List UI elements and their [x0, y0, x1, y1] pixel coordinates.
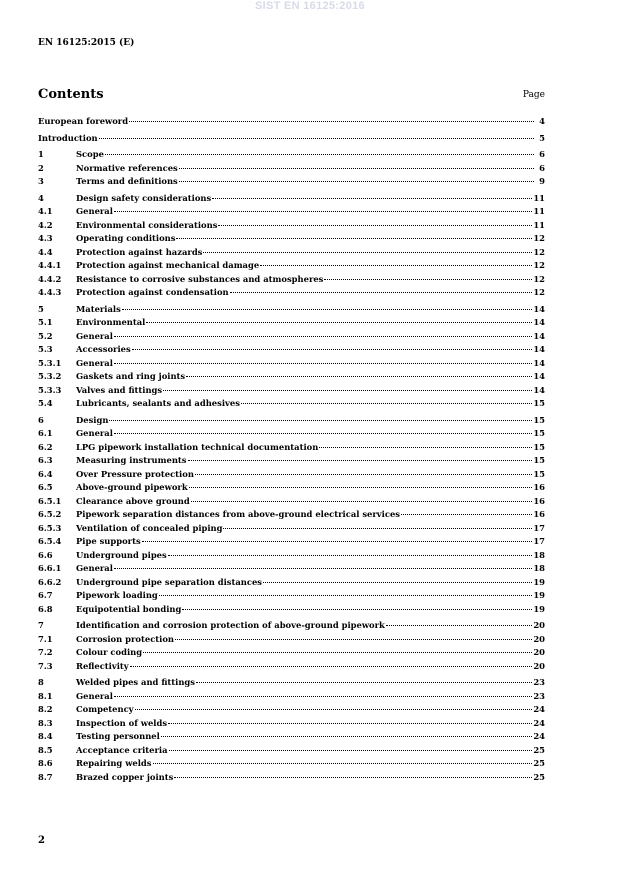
toc-entry[interactable] — [38, 589, 545, 603]
toc-entry-title: Underground pipe separation distances — [76, 576, 263, 587]
toc-entry[interactable] — [38, 454, 545, 468]
dot-leader — [168, 554, 533, 556]
toc-entry-page: 18 — [533, 563, 545, 573]
dot-leader — [203, 251, 532, 253]
toc-entry[interactable] — [38, 508, 545, 522]
toc-entry-page: 6 — [539, 149, 545, 159]
toc-entry-page: 19 — [533, 603, 545, 614]
table-of-contents — [38, 115, 545, 784]
toc-entry-number: 6.5.2 — [38, 509, 62, 519]
toc-entry-title: Underground pipes — [76, 549, 167, 560]
toc-entry-page: 24 — [533, 731, 545, 741]
dot-leader — [142, 540, 533, 542]
toc-entry-title: Clearance above ground — [76, 495, 190, 506]
toc-entry[interactable] — [38, 468, 545, 482]
toc-entry-number: 8.1 — [38, 690, 53, 701]
toc-entry-page: 12 — [533, 260, 545, 270]
toc-entry-page: 9 — [539, 176, 545, 186]
toc-entry-title: Normative references — [76, 162, 178, 173]
dot-leader — [186, 375, 532, 377]
toc-entry-number: 8.6 — [38, 758, 53, 768]
toc-entry-number: 6.5.3 — [38, 522, 62, 533]
toc-entry-number: 6.3 — [38, 455, 53, 465]
dot-leader — [114, 362, 532, 364]
toc-entry-page: 17 — [533, 522, 545, 533]
toc-entry-number: 8.7 — [38, 771, 53, 782]
toc-entry-title: Introduction — [38, 132, 98, 143]
toc-entry[interactable] — [38, 744, 545, 758]
toc-entry-number: 4.4 — [38, 246, 53, 257]
toc-entry[interactable] — [38, 286, 545, 300]
toc-entry-title: Resistance to corrosive substances and atmospheres — [76, 273, 324, 284]
toc-entry-page: 14 — [533, 344, 545, 354]
dot-leader — [169, 749, 533, 751]
toc-entry-title: LPG pipework installation technical documentation — [76, 441, 319, 452]
toc-entry-number: 7 — [38, 620, 44, 630]
toc-entry-page: 4 — [539, 116, 545, 126]
toc-entry[interactable] — [38, 619, 545, 633]
toc-entry-number: 8.5 — [38, 744, 53, 755]
toc-entry[interactable] — [38, 219, 545, 233]
dot-leader — [195, 473, 532, 475]
dot-leader — [218, 224, 532, 226]
dot-leader — [175, 638, 532, 640]
toc-entry-number: 8 — [38, 677, 44, 687]
toc-entry-number: 6.8 — [38, 603, 53, 614]
toc-entry-page: 25 — [533, 771, 545, 782]
toc-entry-title: Environmental considerations — [76, 219, 218, 230]
toc-entry-page: 11 — [533, 219, 545, 230]
toc-entry-number: 5.3 — [38, 344, 53, 354]
toc-entry-title: European foreword — [38, 116, 129, 126]
toc-entry-page: 17 — [533, 536, 545, 546]
toc-entry[interactable] — [38, 730, 545, 744]
toc-entry-page: 16 — [533, 509, 545, 519]
dot-leader — [132, 348, 533, 350]
toc-entry-title: Scope — [76, 149, 104, 159]
toc-entry-page: 14 — [533, 371, 545, 381]
toc-entry[interactable] — [38, 703, 545, 717]
toc-entry-page: 12 — [533, 287, 545, 297]
dot-leader — [179, 180, 534, 182]
dot-leader — [319, 446, 532, 448]
dot-leader — [230, 291, 533, 293]
toc-entry[interactable] — [38, 162, 545, 176]
toc-entry-page: 15 — [533, 468, 545, 479]
toc-entry-title: Brazed copper joints — [76, 771, 174, 782]
toc-entry-title: General — [76, 428, 113, 438]
toc-entry[interactable] — [38, 576, 545, 590]
toc-entry[interactable] — [38, 633, 545, 647]
toc-entry-page: 15 — [533, 428, 545, 438]
toc-entry-title: Operating conditions — [76, 233, 176, 243]
toc-entry-number: 7.1 — [38, 633, 53, 644]
dot-leader — [114, 567, 532, 569]
toc-entry-title: Identification and corrosion protection of above-ground pipework — [76, 620, 385, 630]
dot-leader — [143, 651, 532, 653]
toc-entry-number: 4.4.2 — [38, 273, 62, 284]
toc-entry-title: Pipe supports — [76, 536, 141, 546]
toc-entry-page: 18 — [533, 549, 545, 560]
toc-entry-title: Acceptance criteria — [76, 744, 168, 755]
toc-entry-title: Accessories — [76, 344, 131, 354]
dot-leader — [129, 120, 534, 122]
toc-entry-title: Reflectivity — [76, 660, 129, 671]
toc-entry-number: 5.3.1 — [38, 357, 62, 368]
toc-entry[interactable] — [38, 259, 545, 273]
toc-entry-number: 4.2 — [38, 219, 53, 230]
toc-entry-page: 15 — [533, 398, 545, 408]
toc-entry-title: General — [76, 330, 113, 341]
dot-leader — [174, 776, 532, 778]
toc-entry-title: Protection against condensation — [76, 287, 229, 297]
toc-entry-number: 5.3.2 — [38, 371, 62, 381]
toc-entry[interactable] — [38, 414, 545, 428]
toc-entry[interactable] — [38, 397, 545, 411]
toc-entry-number: 3 — [38, 176, 44, 186]
toc-entry-title: Design — [76, 414, 109, 425]
toc-entry-page: 14 — [533, 330, 545, 341]
toc-entry-number: 6.7 — [38, 590, 53, 600]
toc-entry-number: 4.4.3 — [38, 287, 62, 297]
toc-entry[interactable] — [38, 343, 545, 357]
toc-entry-title: Measuring instruments — [76, 455, 187, 465]
toc-entry-page: 16 — [533, 495, 545, 506]
dot-leader — [188, 459, 533, 461]
toc-entry-page: 20 — [533, 633, 545, 644]
dot-leader — [109, 419, 532, 421]
toc-entry-title: General — [76, 690, 113, 701]
dot-leader — [114, 335, 532, 337]
toc-entry-number: 5.1 — [38, 317, 53, 327]
toc-entry-title: Design safety considerations — [76, 192, 212, 203]
dot-leader — [122, 308, 533, 310]
toc-entry-number: 8.2 — [38, 704, 53, 714]
dot-leader — [135, 708, 533, 710]
toc-entry-page: 12 — [533, 246, 545, 257]
toc-entry-number: 6.5 — [38, 482, 53, 492]
dot-leader — [163, 389, 532, 391]
toc-entry-page: 14 — [533, 357, 545, 368]
toc-entry-number: 6.2 — [38, 441, 53, 452]
dot-leader — [196, 681, 532, 683]
toc-entry[interactable] — [38, 303, 545, 317]
toc-entry-number: 2 — [38, 162, 44, 173]
toc-entry-page: 15 — [533, 414, 545, 425]
toc-entry-number: 6.5.1 — [38, 495, 62, 506]
toc-entry[interactable] — [38, 205, 545, 219]
toc-entry-page: 15 — [533, 455, 545, 465]
dot-leader — [130, 665, 533, 667]
toc-entry-page: 20 — [533, 647, 545, 657]
toc-entry-page: 12 — [533, 273, 545, 284]
toc-entry-title: Over Pressure protection — [76, 468, 194, 479]
toc-entry-title: Welded pipes and fittings — [76, 677, 195, 687]
toc-entry-title: Gaskets and ring joints — [76, 371, 186, 381]
toc-entry[interactable] — [38, 115, 545, 129]
toc-entry-page: 11 — [533, 192, 545, 203]
toc-entry-number: 6.6.2 — [38, 576, 62, 587]
page-number: 2 — [38, 835, 45, 846]
dot-leader — [179, 167, 534, 169]
toc-entry-title: General — [76, 206, 113, 216]
toc-entry-title: Equipotential bonding — [76, 603, 182, 614]
dot-leader — [176, 237, 532, 239]
toc-entry[interactable] — [38, 495, 545, 509]
toc-entry-page: 19 — [533, 576, 545, 587]
dot-leader — [241, 402, 532, 404]
toc-entry[interactable] — [38, 232, 545, 246]
toc-entry-title: General — [76, 357, 113, 368]
dot-leader — [168, 722, 532, 724]
toc-entry-page: 25 — [533, 758, 545, 768]
toc-entry-page: 24 — [533, 717, 545, 728]
toc-entry-page: 25 — [533, 744, 545, 755]
toc-entry[interactable] — [38, 273, 545, 287]
dot-leader — [153, 762, 533, 764]
toc-entry-page: 16 — [533, 482, 545, 492]
toc-entry[interactable] — [38, 148, 545, 162]
dot-leader — [191, 500, 533, 502]
dot-leader — [212, 197, 532, 199]
toc-entry-title: Valves and fittings — [76, 384, 163, 395]
toc-entry-page: 20 — [533, 620, 545, 630]
toc-entry[interactable] — [38, 646, 545, 660]
dot-leader — [105, 153, 534, 155]
toc-entry-number: 4 — [38, 192, 44, 203]
toc-entry-title: Repairing welds — [76, 758, 152, 768]
toc-entry[interactable] — [38, 330, 545, 344]
toc-entry-number: 4.1 — [38, 206, 53, 216]
dot-leader — [114, 432, 532, 434]
toc-entry-number: 6.1 — [38, 428, 53, 438]
toc-entry-page: 15 — [533, 441, 545, 452]
toc-entry-title: Lubricants, sealants and adhesives — [76, 398, 240, 408]
toc-entry-title: Protection against mechanical damage — [76, 260, 260, 270]
toc-entry[interactable] — [38, 481, 545, 495]
watermark: SIST EN 16125:2016 — [255, 0, 365, 12]
toc-entry-number: 6.6 — [38, 549, 53, 560]
dot-leader — [114, 695, 532, 697]
toc-entry-title: Materials — [76, 303, 121, 314]
dot-leader — [99, 137, 534, 139]
dot-leader — [159, 594, 533, 596]
toc-entry-number: 1 — [38, 149, 44, 159]
toc-entry-title: Pipework loading — [76, 590, 158, 600]
toc-entry-number: 6.5.4 — [38, 536, 62, 546]
toc-entry-number: 5 — [38, 303, 44, 314]
toc-entry-number: 4.3 — [38, 233, 53, 243]
toc-entry[interactable] — [38, 246, 545, 260]
toc-entry-page: 11 — [533, 206, 545, 216]
toc-entry-title: Terms and definitions — [76, 176, 178, 186]
dot-leader — [189, 486, 533, 488]
toc-entry[interactable] — [38, 603, 545, 617]
toc-entry-number: 6.4 — [38, 468, 53, 479]
toc-entry[interactable] — [38, 316, 545, 330]
toc-entry[interactable] — [38, 357, 545, 371]
toc-entry-title: Above-ground pipework — [76, 482, 188, 492]
dot-leader — [182, 608, 532, 610]
dot-leader — [263, 581, 532, 583]
dot-leader — [223, 527, 532, 529]
toc-entry[interactable] — [38, 427, 545, 441]
toc-entry[interactable] — [38, 676, 545, 690]
standard-id: EN 16125:2015 (E) — [38, 38, 135, 48]
toc-entry[interactable] — [38, 690, 545, 704]
contents-heading: Contents — [38, 87, 104, 102]
toc-entry-title: Environmental — [76, 317, 146, 327]
toc-entry[interactable] — [38, 441, 545, 455]
toc-entry-number: 7.2 — [38, 647, 53, 657]
dot-leader — [260, 264, 532, 266]
toc-entry-page: 23 — [533, 690, 545, 701]
toc-entry[interactable] — [38, 535, 545, 549]
toc-entry-number: 5.4 — [38, 398, 53, 408]
toc-entry-page: 14 — [533, 384, 545, 395]
toc-entry-title: Colour coding — [76, 647, 143, 657]
page-column-label: Page — [522, 90, 545, 100]
toc-entry-number: 4.4.1 — [38, 260, 62, 270]
toc-entry-title: Inspection of welds — [76, 717, 168, 728]
toc-entry-title: Pipework separation distances from above-ground electrical services — [76, 509, 400, 519]
dot-leader — [324, 278, 532, 280]
toc-entry-page: 19 — [533, 590, 545, 600]
toc-entry-page: 5 — [539, 132, 545, 143]
dot-leader — [146, 321, 532, 323]
toc-entry-number: 7.3 — [38, 660, 53, 671]
toc-entry[interactable] — [38, 771, 545, 785]
toc-entry-title: Corrosion protection — [76, 633, 175, 644]
toc-entry[interactable] — [38, 717, 545, 731]
toc-entry-page: 14 — [533, 317, 545, 327]
dot-leader — [401, 513, 532, 515]
toc-entry[interactable] — [38, 132, 545, 146]
toc-entry-page: 20 — [533, 660, 545, 671]
dot-leader — [161, 735, 533, 737]
toc-entry[interactable] — [38, 522, 545, 536]
toc-entry[interactable] — [38, 562, 545, 576]
toc-entry-title: General — [76, 563, 113, 573]
toc-entry-number: 6 — [38, 414, 44, 425]
toc-entry-title: Ventilation of concealed piping — [76, 522, 223, 533]
toc-entry-title: Protection against hazards — [76, 246, 203, 257]
toc-entry[interactable] — [38, 549, 545, 563]
dot-leader — [386, 624, 533, 626]
toc-entry[interactable] — [38, 384, 545, 398]
toc-entry-page: 14 — [533, 303, 545, 314]
toc-entry[interactable] — [38, 175, 545, 189]
toc-entry[interactable] — [38, 757, 545, 771]
toc-entry-number: 5.2 — [38, 330, 53, 341]
toc-entry-number: 8.3 — [38, 717, 53, 728]
dot-leader — [114, 210, 532, 212]
toc-entry-title: Competency — [76, 704, 134, 714]
toc-entry-number: 6.6.1 — [38, 563, 62, 573]
toc-entry-number: 5.3.3 — [38, 384, 62, 395]
toc-entry-page: 24 — [533, 704, 545, 714]
toc-entry-page: 6 — [539, 162, 545, 173]
toc-entry[interactable] — [38, 192, 545, 206]
toc-entry-number: 8.4 — [38, 731, 53, 741]
toc-entry-title: Testing personnel — [76, 731, 160, 741]
toc-entry-page: 12 — [533, 233, 545, 243]
toc-entry-page: 23 — [533, 677, 545, 687]
toc-entry[interactable] — [38, 660, 545, 674]
toc-entry[interactable] — [38, 370, 545, 384]
